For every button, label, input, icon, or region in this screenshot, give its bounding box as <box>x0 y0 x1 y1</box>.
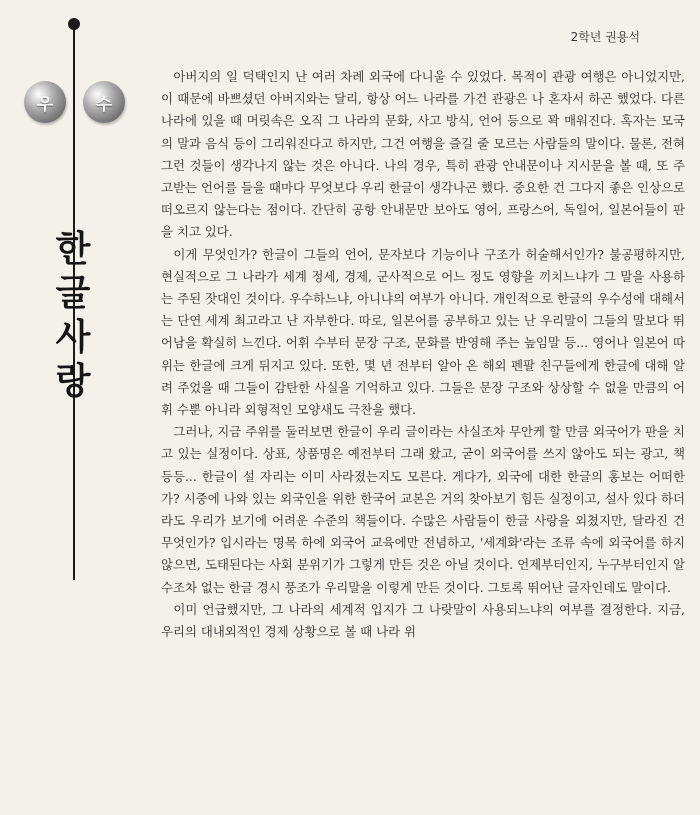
award-badge-first: 우 <box>24 81 66 123</box>
paragraph: 이미 언급했지만, 그 나라의 세계적 입지가 그 나랏말이 사용되느냐의 여부를 결정한다. 지금, 우리의 대내외적인 경제 상황으로 볼 때 나라 위 <box>161 601 685 640</box>
paragraph: 아버지의 일 덕택인지 난 여러 차례 외국에 다니울 수 있었다. 목적이 관광 여행은 아니었지만, 이 때문에 바쁘셨던 아버지와는 달리, 항상 어느 나라를 가건 관광은 나 혼자서 하곤 했었다. 다른 나라에 있을 때 머릿속은 오직 그 나라의 문화, 사고 방식, 언어 등으로 꽉 매워진다. 혹자는 모국의 말과 음식 등이 그리워진다고 하지만, 그건 여행을 즐길 줄 모르는 사람들의 말이다. 물론, 전혀 그런 것들이 생각나지 않는 것은 아니다. 나의 경우, 특히 관광 안내문이나 지시문을 볼 때, 또 주고받는 언어를 들을 때마다 무엇보다 우리 한글이 생각나곤 했다. 중요한 건 그다지 좋은 인상으로 떠오르지 않는다는 점이다. 간단히 공항 안내문만 보아도 영어, 프랑스어, 독일어, 일본어들이 판을 치고 있다. <box>161 69 685 240</box>
author-line: 2학년 권용석 <box>570 30 640 44</box>
paragraph: 그러나, 지금 주위를 둘러보면 한글이 우리 글이라는 사실조차 무안케 할 만큼 외국어가 판을 치고 있는 실정이다. 상표, 상품명은 예전부터 그래 왔고, 굳이 외국어를 쓰지 않아도 되는 광고, 책 등등... 한글이 설 자리는 이미 사라졌는지도 모른다. 게다가, 외국에 대한 한글의 홍보는 어떠한가? 시중에 나와 있는 외국인을 위한 한국어 교본은 거의 찾아보기 힘든 실정이고, 설사 있다 하더라도 우리가 보기에 어려운 수준의 책들이다. 수많은 사람들이 한글 사랑을 외쳤지만, 달라진 건 무엇인가? 입시라는 명목 하에 외국어 교육에만 전념하고, '세계화'라는 조류 속에 외국어를 하지 않으면, 도태된다는 사회 분위기가 그렇게 만든 것은 아닐 것이다. 언제부터인지, 누구부터인지 알 수조차 없는 한글 경시 풍조가 우리말을 이렇게 만든 것이다. 그토록 뛰어난 글자인데도 말이다. <box>161 424 685 595</box>
page-title <box>42 228 104 404</box>
title-char: 한 <box>55 229 91 270</box>
paragraph: 이게 무엇인가? 한글이 그들의 언어, 문자보다 기능이나 구조가 허술해서인가? 불공평하지만, 현실적으로 그 나라가 세계 정세, 경제, 군사적으로 어느 정도 영향을 끼치느냐가 그 말을 사용하는 주된 잣대인 것이다. 우수하느냐, 아니냐의 여부가 아니다. 개인적으로 한글의 우수성에 대해서는 단연 세계 최고라고 난 자부한다. 따로, 일본어를 공부하고 있는 난 우리말이 그들의 말보다 뛰어남을 확실히 느낀다. 어휘 수부터 문장 구조, 문화를 반영해 주는 높임말 등... 영어나 일본어 따위는 한글에 크게 뒤지고 있다. 또한, 몇 년 전부터 알아 온 해외 펜팔 친구들에게 한글에 대해 알려 주었을 때 그들이 감탄한 사실을 기억하고 있다. 그들은 문장 구조와 상상할 수 없을 만큼의 어휘 수뿐 아니라 외형적인 모양새도 극찬을 했다. <box>161 246 685 418</box>
award-badge-second: 수 <box>83 81 125 123</box>
title-char: 랑 <box>55 361 91 402</box>
title-char: 사 <box>55 317 91 358</box>
article-body <box>161 66 685 643</box>
title-char: 글 <box>55 273 91 314</box>
